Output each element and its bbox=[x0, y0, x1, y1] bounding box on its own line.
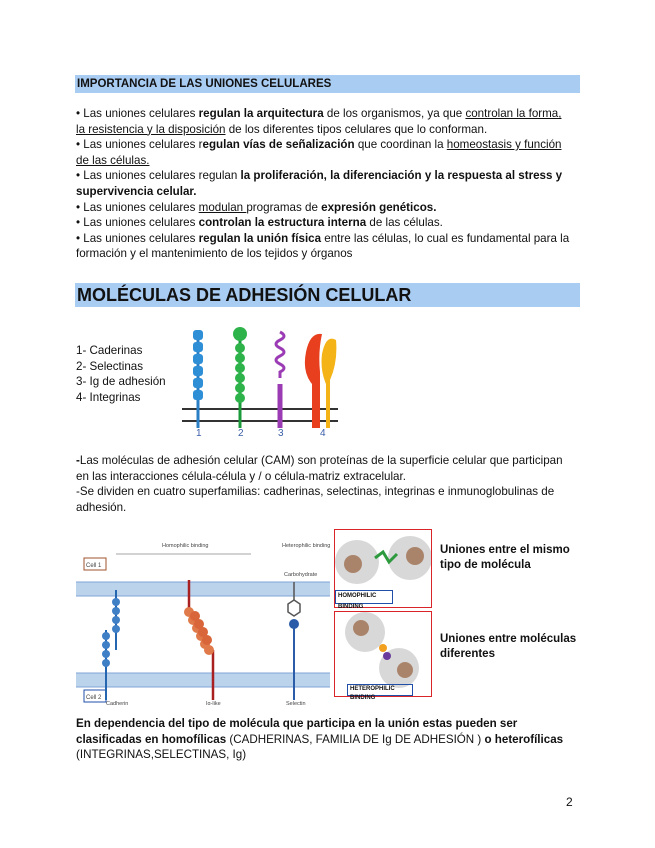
heterophilic-binding-box bbox=[334, 611, 432, 701]
figure-number: 3 bbox=[278, 428, 284, 439]
figure-number: 1 bbox=[196, 428, 202, 439]
molecule-list bbox=[76, 343, 166, 405]
section-heading-importancia: IMPORTANCIA DE LAS UNIONES CELULARES bbox=[75, 75, 580, 93]
classification-text: En dependencia del tipo de molécula que participa en la unión estas pueden ser clasificadas en homofílicas (CADHERINAS, FAMILIA DE Ig DE ADHESIÓN ) o heterofílicas (INTEGRINAS,SELECTINAS, Ig) bbox=[76, 717, 564, 762]
bullet-1: • Las uniones celulares regulan la arquitectura de los organismos, ya que controlan la forma, la resistencia y la disposición de los diferentes tipos celulares que lo conforman. bbox=[76, 107, 562, 136]
list-item: 1- Caderinas bbox=[76, 344, 143, 357]
cadherin-molecule bbox=[193, 330, 203, 428]
cadherin-label: Cadherin bbox=[106, 701, 129, 705]
heterophilic-title: Uniones entre moléculas diferentes bbox=[440, 633, 577, 660]
bullet-5: • Las uniones celulares controlan la estructura interna de las células. bbox=[76, 216, 443, 230]
list-item: 4- Integrinas bbox=[76, 390, 141, 404]
adhesion-molecules-figure bbox=[180, 322, 340, 440]
homophilic-binding-label: HOMOPHILIC BINDING bbox=[335, 590, 393, 604]
classification-paragraph bbox=[76, 716, 581, 763]
list-item: 2- Selectinas bbox=[76, 359, 144, 373]
integrin-molecule bbox=[305, 334, 337, 428]
heterophilic-label: Heterophilic binding bbox=[282, 543, 330, 549]
ig-molecule bbox=[276, 332, 284, 428]
figure-number: 2 bbox=[238, 428, 244, 439]
homophilic-title: Uniones entre el mismo tipo de molécula bbox=[440, 544, 570, 571]
binding-types-figure bbox=[76, 540, 330, 705]
cell1-label: Cell 1 bbox=[86, 563, 102, 569]
carbohydrate-label: Carbohydrate bbox=[284, 572, 318, 578]
heterophilic-binding-label: HETEROPHILIC BINDING bbox=[347, 684, 413, 696]
cell2-label: Cell 2 bbox=[86, 695, 102, 701]
homophilic-label: Homophilic binding bbox=[162, 543, 209, 549]
bullet-list bbox=[76, 106, 581, 262]
list-item: 3- Ig de adhesión bbox=[76, 375, 166, 389]
cam-description-line: -Las moléculas de adhesión celular (CAM) son proteínas de la superficie celular que participan en las interacciones célula-célula y / o célula-matriz extracelular. bbox=[76, 454, 563, 483]
bullet-2: • Las uniones celulares regulan vías de señalización que coordinan la homeostasis y función de las células. bbox=[76, 138, 562, 167]
homophilic-binding-box bbox=[334, 529, 432, 608]
bullet-6: • Las uniones celulares regulan la unión física entre las células, lo cual es fundamental para la formación y el mantenimiento de los tejidos y órganos bbox=[76, 231, 570, 261]
cam-description bbox=[76, 453, 581, 515]
iglike-label: Ig-like bbox=[206, 701, 221, 705]
selectin-molecule bbox=[233, 327, 247, 428]
page-number: 2 bbox=[566, 795, 573, 809]
section-heading-moleculas: MOLÉCULAS DE ADHESIÓN CELULAR bbox=[75, 283, 580, 307]
cam-description-line: -Se dividen en cuatro superfamilias: cadherinas, selectinas, integrinas e inmunoglobulinas de adhesión. bbox=[76, 485, 555, 514]
figure-number: 4 bbox=[320, 428, 326, 439]
bullet-3: • Las uniones celulares regulan la proliferación, la diferenciación y la respuesta al stress y supervivencia celular. bbox=[76, 169, 563, 198]
selectin-label: Selectin bbox=[286, 701, 306, 705]
bullet-4: • Las uniones celulares modulan programas de expresión genéticos. bbox=[76, 200, 437, 214]
